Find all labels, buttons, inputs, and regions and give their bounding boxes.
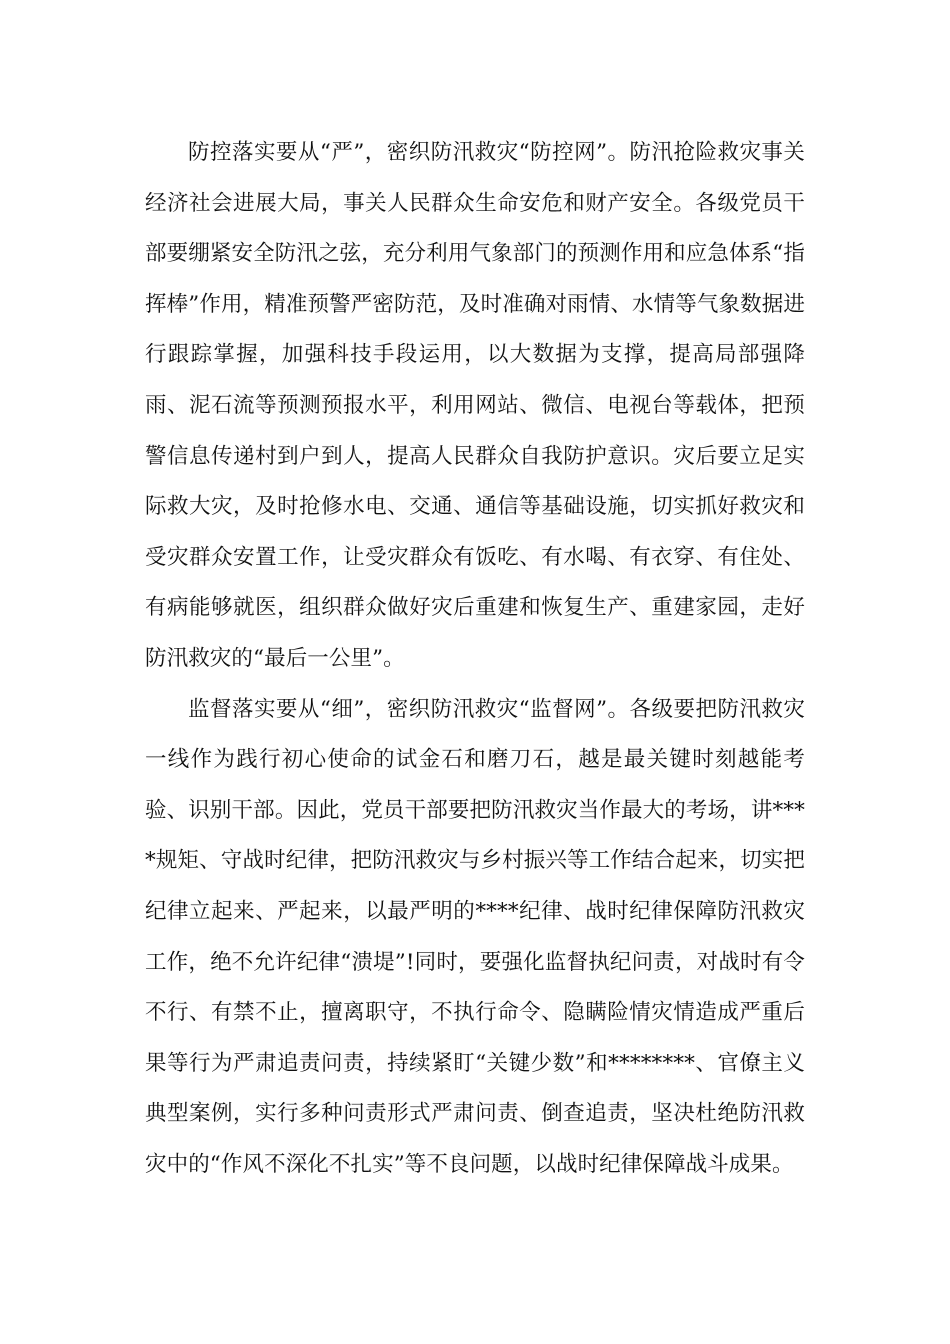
- paragraph-prevention-control: 防控落实要从“严”，密织防汛救灾“防控网”。防汛抢险救灾事关经济社会进展大局，事关人民群众生命安危和财产安全。各级党员干部要绷紧安全防汛之弦，充分利用气象部门的预测作用和应急体系“指挥棒”作用，精准预警严密防范，及时准确对雨情、水情等气象数据进行跟踪掌握，加强科技手段运用，以大数据为支撑，提高局部强降雨、泥石流等预测预报水平，利用网站、微信、电视台等载体，把预警信息传递村到户到人，提高人民群众自我防护意识。灾后要立足实际救大灾，及时抢修水电、交通、通信等基础设施，切实抓好救灾和受灾群众安置工作，让受灾群众有饭吃、有水喝、有衣穿、有住处、有病能够就医，组织群众做好灾后重建和恢复生产、重建家园，走好防汛救灾的“最后一公里”。: [145, 140, 805, 671]
- document-body: [145, 128, 805, 1190]
- paragraph-supervision: 监督落实要从“细”，密织防汛救灾“监督网”。各级要把防汛救灾一线作为践行初心使命的试金石和磨刀石，越是最关键时刻越能考验、识别干部。因此，党员干部要把防汛救灾当作最大的考场，讲****规矩、守战时纪律，把防汛救灾与乡村振兴等工作结合起来，切实把纪律立起来、严起来，以最严明的****纪律、战时纪律保障防汛救灾工作，绝不允许纪律“溃堤”!同时，要强化监督执纪问责，对战时有令不行、有禁不止，擅离职守，不执行命令、隐瞒险情灾情造成严重后果等行为严肃追责问责，持续紧盯“关键少数”和********、官僚主义典型案例，实行多种问责形式严肃问责、倒查追责，坚决杜绝防汛救灾中的“作风不深化不扎实”等不良问题，以战时纪律保障战斗成果。: [145, 696, 805, 1177]
